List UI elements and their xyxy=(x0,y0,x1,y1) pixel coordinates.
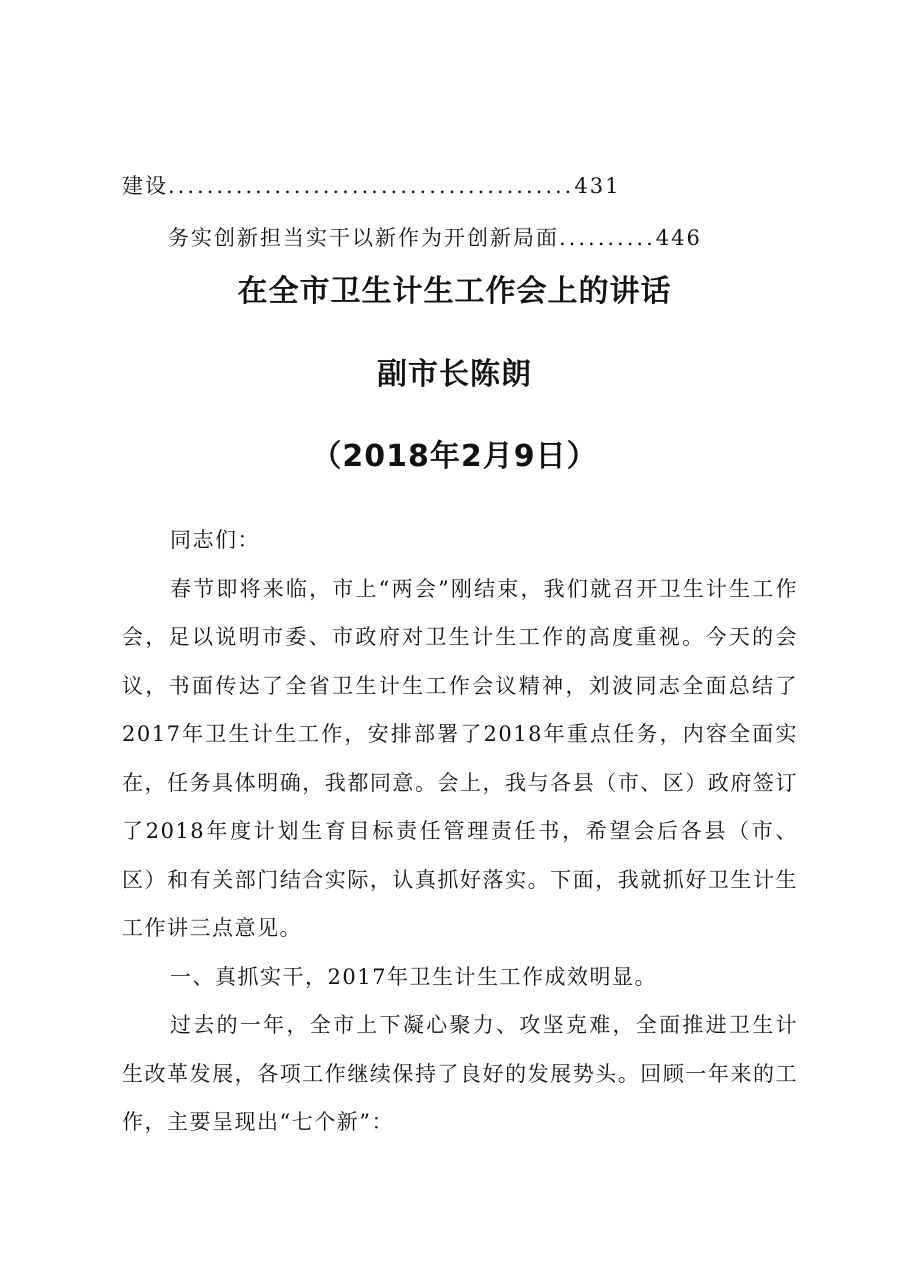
toc-page-number: 431 xyxy=(574,174,621,198)
paragraph: 春节即将来临，市上“两会”刚结束，我们就召开卫生计生工作会，足以说明市委、市政府对卫生计生工作的高度重视。今天的会议，书面传达了全省卫生计生工作会议精神，刘波同志全面总结了2017年卫生计生工作，安排部署了2018年重点任务，内容全面实在，任务具体明确，我都同意。会上，我与各县（市、区）政府签订了2018年度计划生育目标责任管理责任书，希望会后各县（市、区）和有关部门结合实际，认真抓好落实。下面，我就抓好卫生计生工作讲三点意见。 xyxy=(122,576,798,940)
speech-title: 在全市卫生计生工作会上的讲话 xyxy=(237,274,672,309)
toc-page-number: 446 xyxy=(655,226,702,250)
speaker-name: 副市长陈朗 xyxy=(377,357,532,392)
speech-body xyxy=(122,516,798,1147)
speech-date: （2018年2月9日） xyxy=(311,439,598,474)
salutation: 同志们： xyxy=(170,528,260,552)
toc-entry-text: 建设 xyxy=(122,174,168,198)
toc-entry[interactable] xyxy=(168,222,702,252)
toc-entry-text: 务实创新担当实干以新作为开创新局面 xyxy=(168,226,559,250)
section-heading: 一、真抓实干，2017年卫生计生工作成效明显。 xyxy=(170,964,657,989)
toc-entry[interactable] xyxy=(122,170,620,200)
toc-leader-dots: .......................................... xyxy=(168,174,575,198)
paragraph: 过去的一年，全市上下凝心聚力、攻坚克难，全面推进卫生计生改革发展，各项工作继续保持了良好的发展势头。回顾一年来的工作，主要呈现出“七个新”： xyxy=(122,1013,798,1134)
toc-leader-dots: .......... xyxy=(559,226,656,250)
